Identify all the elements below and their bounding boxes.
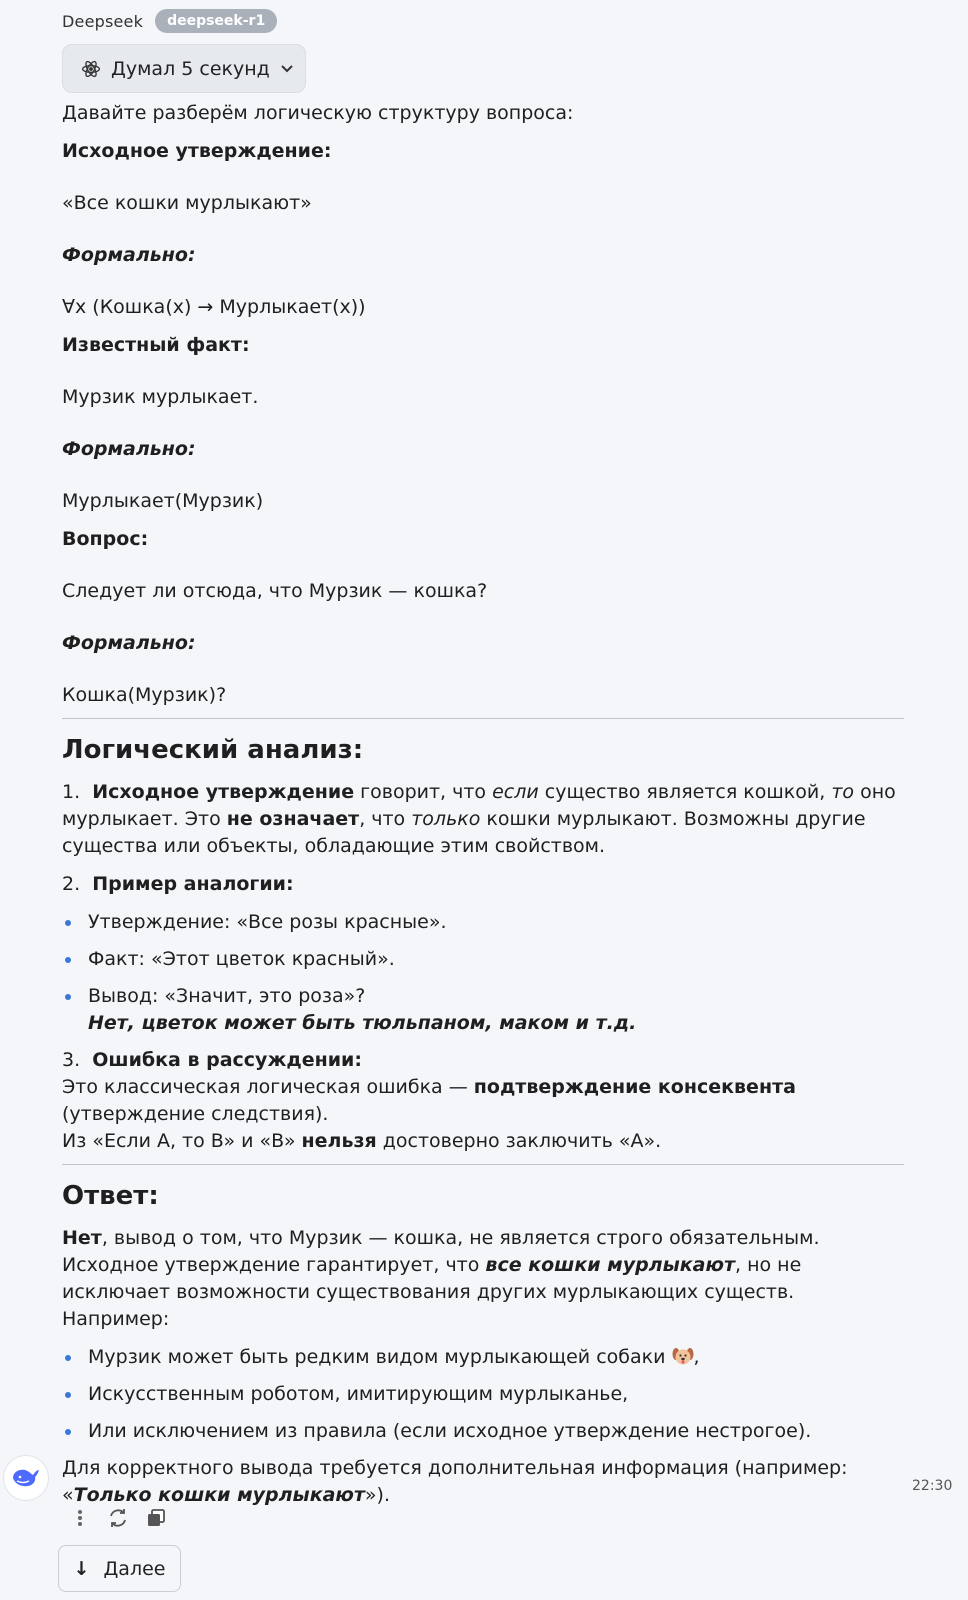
more-options-button[interactable] (68, 1506, 92, 1530)
list-item: Вывод: «Значит, это роза»? Нет, цветок может быть тюльпаном, маком и т.д. (62, 983, 904, 1037)
statement-text: «Все кошки мурлыкают» (62, 192, 312, 214)
sender-name: Deepseek (62, 11, 144, 31)
formal-label: Формально: (62, 438, 196, 460)
deepseek-avatar (4, 1456, 48, 1500)
list-item: Мурзик может быть редким видом мурлыкающей собаки , (62, 1344, 904, 1371)
thinking-label: Думал 5 секунд (111, 57, 270, 80)
list-item: Искусственным роботом, имитирующим мурлыканье, (62, 1381, 904, 1408)
copy-button[interactable] (144, 1506, 168, 1530)
assistant-message (62, 100, 904, 1509)
final-text: Для корректного вывода требуется дополнительная информация (например: «Только кошки мурлыкают»). (62, 1457, 848, 1506)
question-text: Следует ли отсюда, что Мурзик — кошка? (62, 580, 488, 602)
section-title-question: Вопрос: (62, 528, 149, 550)
analogy-list (62, 909, 904, 1037)
answer-heading: Ответ: (62, 1181, 159, 1211)
divider (62, 1164, 904, 1165)
continue-label: Далее (103, 1557, 166, 1580)
divider (62, 718, 904, 719)
regenerate-button[interactable] (106, 1506, 130, 1530)
dog-face-icon (672, 1346, 694, 1366)
model-badge: deepseek-r1 (155, 9, 277, 33)
analysis-heading: Логический анализ: (62, 735, 364, 765)
arrow-down-icon: ↓ (73, 1557, 90, 1580)
section-title-statement: Исходное утверждение: (62, 140, 332, 162)
thinking-toggle-button[interactable] (62, 44, 306, 93)
list-item: Или исключением из правила (если исходное утверждение нестрогое). (62, 1418, 904, 1445)
answer-text: Нет, вывод о том, что Мурзик — кошка, не является строго обязательным. Исходное утверждение гарантирует, что все кошки мурлыкают, но не исключает возможности существования других мурлыкающих существ. Например: (62, 1227, 820, 1330)
answer-list (62, 1344, 904, 1445)
more-vertical-icon (77, 1509, 83, 1527)
chevron-down-icon (280, 62, 294, 76)
analysis-item-3: 3. Ошибка в рассуждении: Это классическая логическая ошибка — подтверждение консеквента (утверждение следствия). Из «Если A, то B» и «B» нельзя достоверно заключить «A». (62, 1049, 796, 1152)
fact-text: Мурзик мурлыкает. (62, 386, 259, 408)
message-timestamp: 22:30 (912, 1478, 953, 1494)
refresh-icon (107, 1507, 129, 1529)
analysis-item-1: 1. Исходное утверждение говорит, что если существо является кошкой, то оно мурлыкает. Это не означает, что только кошки мурлыкают. Возможны другие существа или объекты, обладающие этим свойством. (62, 781, 896, 857)
analysis-item-2: 2. Пример аналогии: (62, 873, 294, 895)
list-item: Факт: «Этот цветок красный». (62, 946, 904, 973)
message-header (62, 7, 277, 35)
statement-formal: ∀x (Кошка(x) → Мурлыкает(x)) (62, 296, 366, 318)
message-actions (68, 1506, 168, 1530)
question-formal: Кошка(Мурзик)? (62, 684, 227, 706)
copy-icon (146, 1508, 166, 1528)
list-item: Утверждение: «Все розы красные». (62, 909, 904, 936)
formal-label: Формально: (62, 244, 196, 266)
fact-formal: Мурлыкает(Мурзик) (62, 490, 264, 512)
atom-icon (81, 59, 101, 79)
section-title-fact: Известный факт: (62, 334, 250, 356)
whale-logo-icon (11, 1466, 41, 1490)
formal-label: Формально: (62, 632, 196, 654)
continue-button[interactable] (58, 1545, 181, 1592)
intro-text: Давайте разберём логическую структуру вопроса: (62, 102, 574, 124)
